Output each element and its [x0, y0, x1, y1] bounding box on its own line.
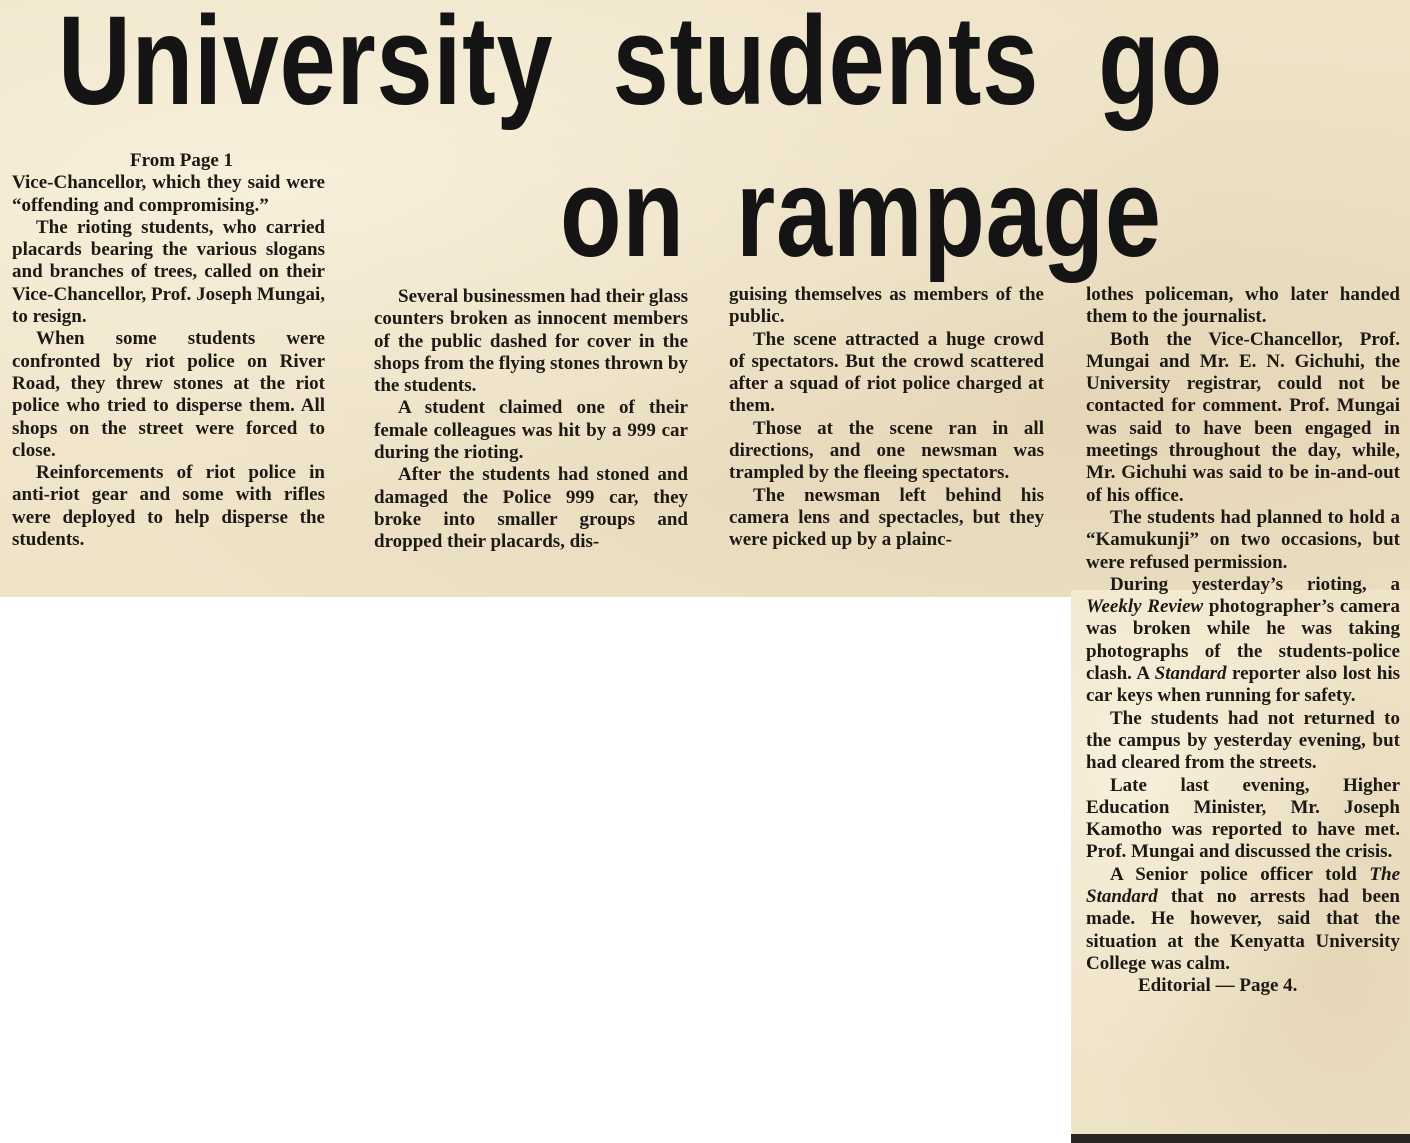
- paragraph: lothes policeman, who later handed them to the journalist.: [1086, 284, 1400, 328]
- text-run: During yesterday’s rioting, a: [1110, 573, 1400, 595]
- paragraph: A student claimed one of their female colleagues was hit by a 999 car during the rioting.: [374, 397, 688, 464]
- publication-name: Weekly Review: [1086, 596, 1204, 618]
- paragraph: Late last evening, Higher Education Minister, Mr. Joseph Kamotho was reported to have met. Prof. Mungai and discussed the crisis.: [1086, 774, 1400, 863]
- paragraph: Vice-Chancellor, which they said were “offending and compromising.”: [12, 172, 325, 216]
- headline-line-1: University students go: [58, 0, 1224, 131]
- publication-name: Standard: [1154, 663, 1227, 685]
- paragraph: The newsman left behind his camera lens and spectacles, but they were picked up by a plainc-: [729, 484, 1044, 551]
- paragraph: Those at the scene ran in all directions, and one newsman was trampled by the fleeing spectators.: [729, 417, 1044, 484]
- text-run: A Senior police officer told: [1110, 863, 1357, 885]
- paragraph: The scene attracted a huge crowd of spectators. But the crowd scattered after a squad of riot police charged at them.: [729, 328, 1044, 417]
- article-column-4: [1086, 284, 1400, 998]
- text-run: that no arrests had been made. He however, said that the situation at the Kenyatta University College was calm.: [1086, 886, 1401, 974]
- article-column-3: [729, 284, 1044, 552]
- headline-line-2: on rampage: [560, 142, 1162, 283]
- article-column-1: [12, 150, 325, 551]
- text-run: photographer’s camera was broken while he was taking photographs of the students-police clash. A: [1086, 596, 1400, 685]
- scan-edge: [1071, 1134, 1410, 1143]
- continuation-byline: From Page 1: [130, 150, 234, 171]
- paragraph: When some students were confronted by riot police on River Road, they threw stones at the riot police who tried to disperse them. All shops on the street were forced to close.: [12, 328, 325, 461]
- paragraph: guising themselves as members of the public.: [729, 284, 1044, 328]
- paragraph: [1086, 574, 1400, 708]
- article-column-2: [374, 286, 688, 554]
- paragraph: [1086, 864, 1400, 975]
- paragraph: The students had not returned to the campus by yesterday evening, but had cleared from the streets.: [1086, 707, 1400, 774]
- publication-name: The Standard: [1086, 863, 1400, 908]
- editorial-reference: Editorial — Page 4.: [1138, 975, 1298, 997]
- paragraph: Reinforcements of riot police in anti-riot gear and some with rifles were deployed to help disperse the students.: [12, 462, 325, 551]
- paragraph: After the students had stoned and damaged the Police 999 car, they broke into smaller groups and dropped their placards, dis-: [374, 464, 688, 553]
- paragraph: Several businessmen had their glass counters broken as innocent members of the public dashed for cover in the shops from the flying stones thrown by the students.: [374, 286, 688, 397]
- paragraph: The rioting students, who carried placards bearing the various slogans and branches of trees, called on their Vice-Chancellor, Prof. Joseph Mungai, to resign.: [12, 216, 325, 328]
- paragraph: Both the Vice-Chancellor, Prof. Mungai and Mr. E. N. Gichuhi, the University registrar, could not be contacted for comment. Prof. Mungai was said to have been engaged in meetings throughout the day, while, Mr. Gichuhi was said to be in-and-out of his office.: [1086, 328, 1400, 506]
- paragraph: The students had planned to hold a “Kamukunji” on two occasions, but were refused permission.: [1086, 506, 1400, 573]
- text-run: reporter also lost his car keys when running for safety.: [1086, 663, 1400, 707]
